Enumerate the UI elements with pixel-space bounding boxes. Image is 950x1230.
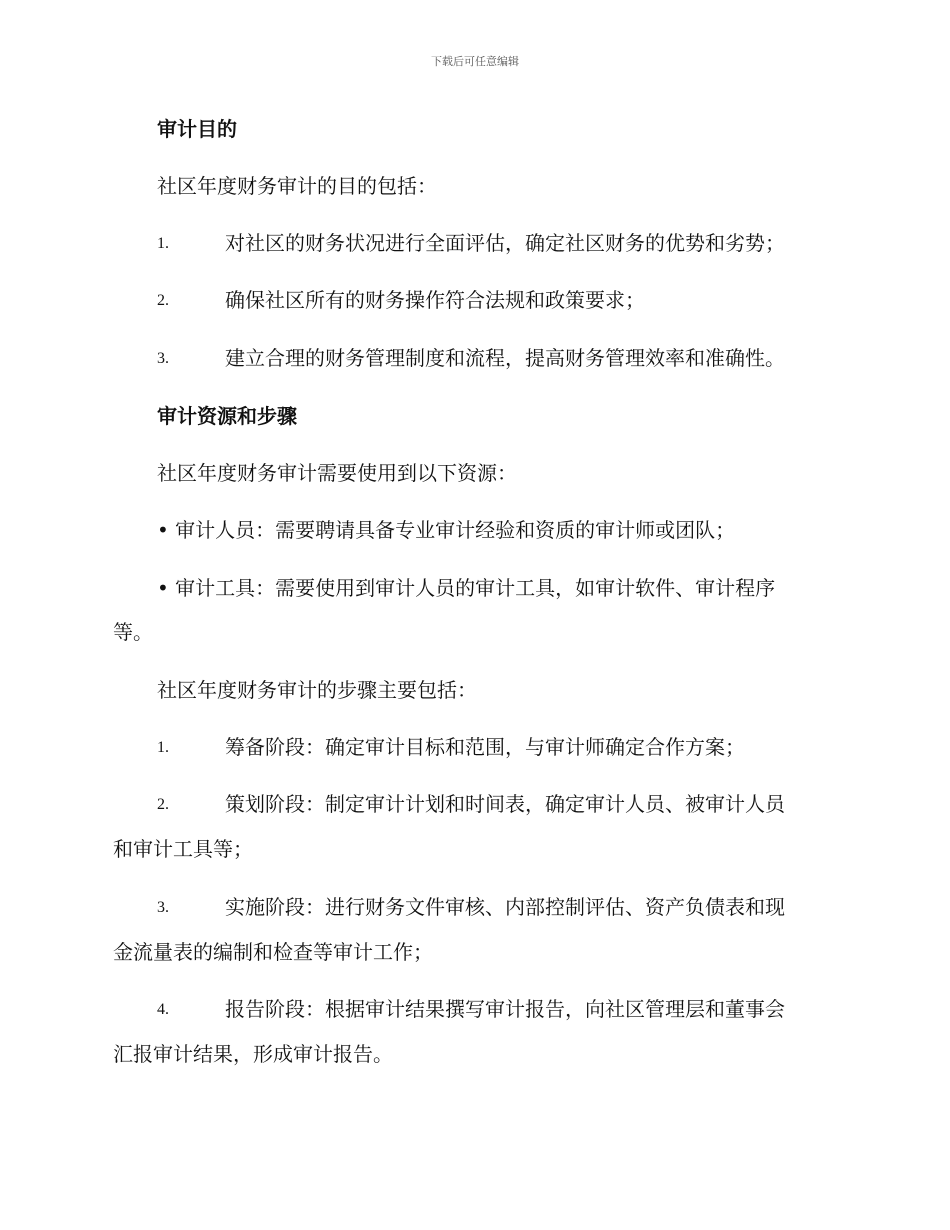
bullet-item: • 审计人员：需要聘请具备专业审计经验和资质的审计师或团队； bbox=[157, 518, 736, 542]
list-item: 建立合理的财务管理制度和流程，提高财务管理效率和准确性。 bbox=[225, 346, 785, 370]
paragraph-purpose-intro: 社区年度财务审计的目的包括： bbox=[157, 174, 437, 198]
bullet-item-continuation: 等。 bbox=[113, 620, 153, 644]
list-number: 4. bbox=[157, 1001, 169, 1018]
list-item: 实施阶段：进行财务文件审核、内部控制评估、资产负债表和现 bbox=[225, 895, 785, 919]
list-item: 确保社区所有的财务操作符合法规和政策要求； bbox=[225, 288, 645, 312]
list-number: 1. bbox=[157, 235, 169, 252]
page-header: 下载后可任意编辑 bbox=[431, 55, 519, 68]
section-heading-audit-purpose: 审计目的 bbox=[157, 117, 237, 141]
list-item: 筹备阶段：确定审计目标和范围，与审计师确定合作方案； bbox=[225, 735, 745, 759]
section-heading-resources-steps: 审计资源和步骤 bbox=[157, 404, 297, 428]
list-item-continuation: 汇报审计结果，形成审计报告。 bbox=[113, 1042, 393, 1066]
list-item: 对社区的财务状况进行全面评估，确定社区财务的优势和劣势； bbox=[225, 231, 785, 255]
bullet-item: • 审计工具：需要使用到审计人员的审计工具，如审计软件、审计程序 bbox=[157, 576, 776, 600]
list-item: 报告阶段：根据审计结果撰写审计报告，向社区管理层和董事会 bbox=[225, 997, 785, 1021]
list-item: 策划阶段：制定审计计划和时间表，确定审计人员、被审计人员 bbox=[225, 792, 785, 816]
list-item-continuation: 金流量表的编制和检查等审计工作； bbox=[113, 940, 433, 964]
paragraph-resources-intro: 社区年度财务审计需要使用到以下资源： bbox=[157, 461, 517, 485]
list-item-continuation: 和审计工具等； bbox=[113, 837, 253, 861]
paragraph-steps-intro: 社区年度财务审计的步骤主要包括： bbox=[157, 678, 477, 702]
list-number: 2. bbox=[157, 796, 169, 813]
list-number: 2. bbox=[157, 292, 169, 309]
list-number: 3. bbox=[157, 350, 169, 367]
list-number: 3. bbox=[157, 899, 169, 916]
list-number: 1. bbox=[157, 739, 169, 756]
